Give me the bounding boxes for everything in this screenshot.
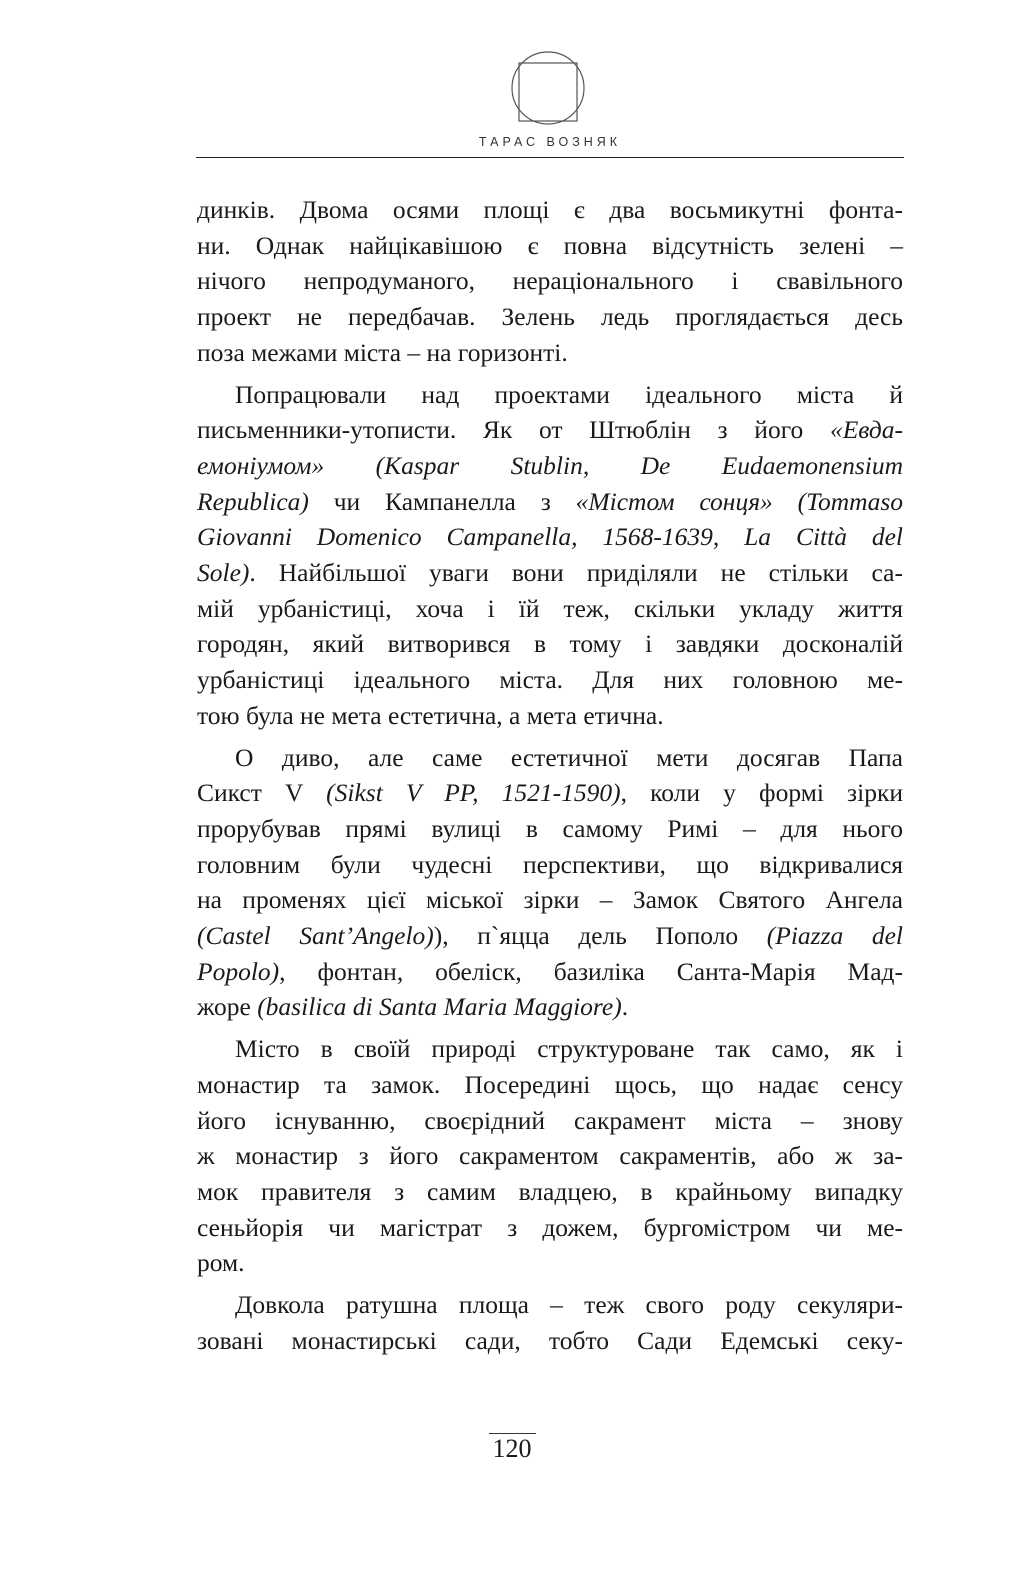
text-line: сеньйорія чи магістрат з дожем, бургомістром чи ме- (197, 1212, 903, 1242)
italic-text: Popolo) (197, 956, 280, 986)
text-line: тою була не мета естетична, а мета етична. (197, 700, 664, 730)
page-number (0, 1434, 1024, 1464)
text-line: Popolo), фонтан, обеліск, базиліка Санта-Марія Мад- (197, 956, 903, 986)
italic-text: Sole) (197, 558, 250, 588)
italic-text: Republica) (197, 486, 309, 516)
italic-text: (Piazza del (766, 921, 903, 951)
paragraph-1 (197, 192, 903, 371)
text-line: проект не передбачав. Зелень ледь проглядається десь (197, 302, 903, 332)
text-line: городян, який витворився в тому і завдяки досконалій (197, 629, 903, 659)
text-line: (Castel Sant’Angelo)), п`яцца дель Пополо (Piazza del (197, 921, 903, 951)
text-line: ни. Однак найцікавішою є повна відсутність зелені – (197, 230, 903, 260)
text-line: поза межами міста – на горизонті. (197, 337, 568, 367)
italic-text: «Евда- (829, 415, 903, 445)
italic-text: (basilica di Santa Maria Maggiore) (257, 992, 622, 1022)
text-line: О диво, але саме естетичної мети досягав Папа (235, 742, 903, 772)
text-line: Republica) чи Кампанелла з «Містом сонця» (Tommaso (197, 486, 903, 516)
text-line: мій урбаністиці, хоча і їй теж, скільки укладу життя (197, 593, 903, 623)
text-line: мок правителя з самим владцею, в крайньому випадку (197, 1176, 903, 1206)
text-line: головним були чудесні перспективи, що відкривалися (197, 849, 903, 879)
text-line: нічого непродуманого, нераціонального і свавільного (197, 266, 903, 296)
text-line: Giovanni Domenico Campanella, 1568-1639, La Città del (197, 522, 903, 552)
text-line: монастир та замок. Посередині щось, що надає сенсу (197, 1069, 903, 1099)
paragraph-2 (197, 377, 903, 734)
text-line: прорубував прямі вулиці в самому Римі – для нього (197, 813, 903, 843)
text-line: Sole). Найбільшої уваги вони приділяли не стільки са- (197, 558, 903, 588)
paragraph-5 (197, 1287, 903, 1358)
text-line: емоніумом» (Kaspar Stublin, De Eudaemonensium (197, 450, 903, 480)
text-line: Місто в своїй природі структуроване так само, як і (235, 1034, 903, 1064)
text-line: Довкола ратушна площа – теж свого роду секуляри- (235, 1290, 903, 1320)
text-line: зовані монастирські сади, тобто Сади Едемські секу- (197, 1325, 903, 1355)
text-line: жоре (basilica di Santa Maria Maggiore). (197, 992, 629, 1022)
text-run: письменники-утописти. Як от Штюблін з його «Евда- (197, 415, 903, 445)
text-line: урбаністиці ідеального міста. Для них головною ме- (197, 665, 903, 695)
running-head: ТАРАС ВОЗНЯК (478, 135, 622, 149)
page-number-label: 120 (489, 1433, 536, 1463)
italic-text: «Містом сонця» (Tommaso (575, 486, 903, 516)
text-line (197, 412, 903, 448)
paragraph-3 (197, 740, 903, 1026)
circle-square-emblem-icon (510, 50, 586, 126)
text-line: ром. (197, 1248, 245, 1278)
text-line: Попрацювали над проектами ідеального міста й (235, 379, 903, 409)
body-text (197, 192, 903, 1365)
header-rule (196, 157, 904, 158)
text-line: динків. Двома осями площі є два восьмикутні фонта- (197, 195, 903, 224)
italic-text: (Castel Sant’Angelo) (197, 921, 434, 951)
text-line: Сикст V (Sikst V PP, 1521-1590), коли у формі зірки (197, 778, 904, 808)
italic-text: (Sikst V PP, 1521-1590) (326, 778, 621, 808)
paragraph-4 (197, 1031, 903, 1281)
text-line: ж монастир з його сакраментом сакраментів, або ж за- (197, 1141, 903, 1171)
text-line: на променях цієї міської зірки – Замок Святого Ангела (197, 885, 903, 915)
text-line: його існуванню, своєрідний сакрамент міста – знову (197, 1105, 903, 1135)
